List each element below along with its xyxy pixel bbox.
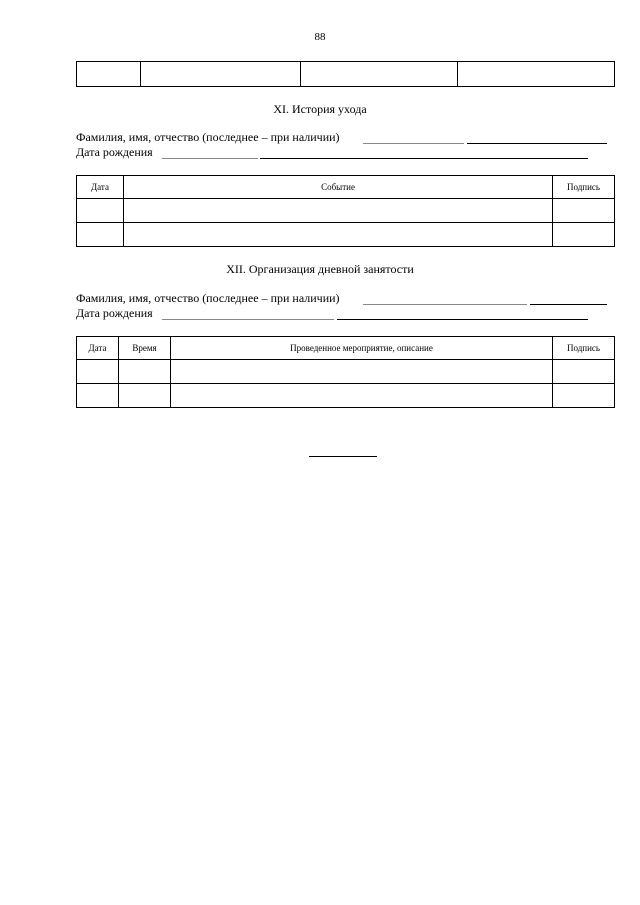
name-blank-line xyxy=(530,304,607,305)
table-cell xyxy=(553,223,615,247)
column-header-signature: Подпись xyxy=(553,176,615,199)
name-blank-line xyxy=(363,304,527,305)
birth-blank-line xyxy=(162,158,258,159)
section-11-name-label: Фамилия, имя, отчество (последнее – при наличии) xyxy=(76,130,340,144)
table-cell xyxy=(141,62,301,87)
name-blank-line xyxy=(467,143,607,144)
page-number: 88 xyxy=(314,31,326,43)
column-header-signature: Подпись xyxy=(553,337,615,360)
table-header-row xyxy=(77,176,615,199)
table-cell xyxy=(171,360,553,384)
table-cell xyxy=(553,199,615,223)
table-cell xyxy=(77,360,119,384)
table-cell xyxy=(124,199,553,223)
table-header-row xyxy=(77,337,615,360)
end-of-document-rule xyxy=(309,456,377,457)
table-cell xyxy=(458,62,615,87)
table-row xyxy=(77,360,615,384)
table-cell xyxy=(301,62,458,87)
care-history-table xyxy=(76,175,615,247)
table-row xyxy=(77,199,615,223)
daily-activity-table xyxy=(76,336,615,408)
birth-blank-line xyxy=(162,319,334,320)
column-header-time: Время xyxy=(119,337,171,360)
continuation-table xyxy=(76,61,615,87)
table-cell xyxy=(124,223,553,247)
section-12-birth-label: Дата рождения xyxy=(76,306,153,320)
table-row xyxy=(77,384,615,408)
section-12-title: XII. Организация дневной занятости xyxy=(226,262,414,276)
column-header-event: Событие xyxy=(124,176,553,199)
section-12-name-label: Фамилия, имя, отчество (последнее – при наличии) xyxy=(76,291,340,305)
table-cell xyxy=(77,384,119,408)
section-11-title: XI. История ухода xyxy=(273,102,367,116)
column-header-date: Дата xyxy=(77,176,124,199)
table-cell xyxy=(553,384,615,408)
table-cell xyxy=(553,360,615,384)
column-header-activity: Проведенное мероприятие, описание xyxy=(171,337,553,360)
birth-blank-line xyxy=(337,319,588,320)
table-row xyxy=(77,223,615,247)
birth-blank-line xyxy=(260,158,588,159)
column-header-date: Дата xyxy=(77,337,119,360)
table-cell xyxy=(77,62,141,87)
table-cell xyxy=(77,223,124,247)
name-blank-line xyxy=(363,143,464,144)
table-row xyxy=(77,62,615,87)
table-cell xyxy=(171,384,553,408)
table-cell xyxy=(119,384,171,408)
table-cell xyxy=(119,360,171,384)
section-11-birth-label: Дата рождения xyxy=(76,145,153,159)
table-cell xyxy=(77,199,124,223)
